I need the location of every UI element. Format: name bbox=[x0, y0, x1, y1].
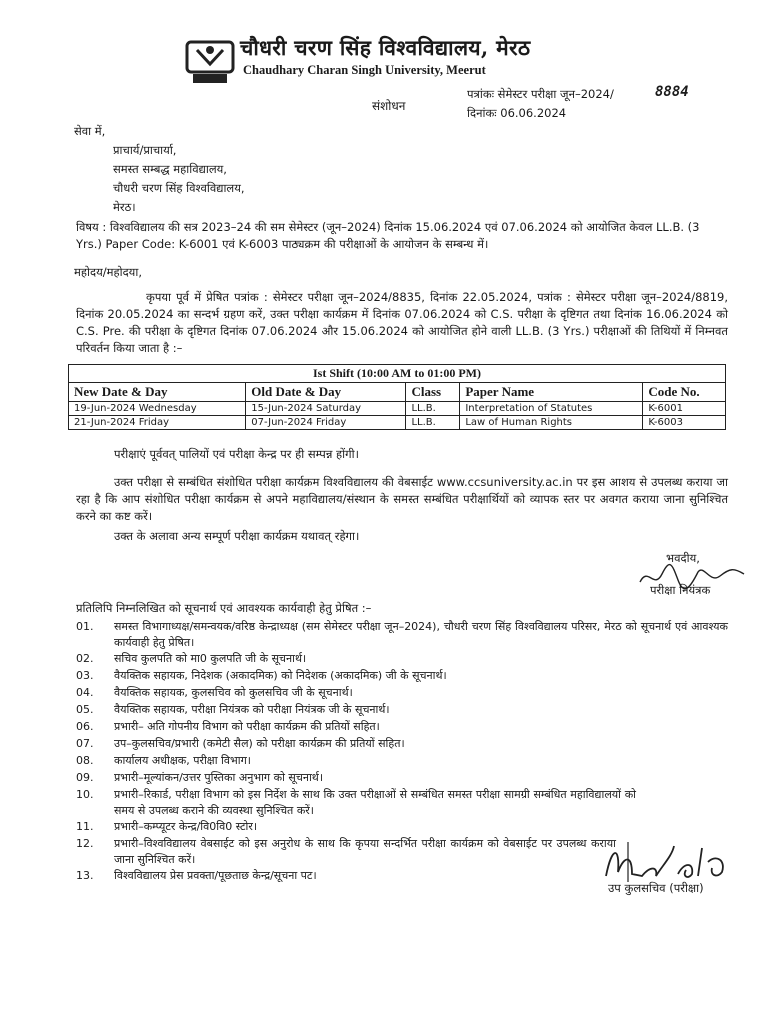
deputy-registrar-signature bbox=[598, 836, 738, 886]
list-item bbox=[76, 668, 728, 684]
list-text: समस्त विभागाध्यक्ष/समन्वयक/वरिष्ठ केन्द्राध्यक्ष (सम सेमेस्टर परीक्षा जून–2024), चौधरी चरण सिंह विश्वविद्यालय परिसर, मेरठ को सूचनार्थ एवं आवश्यक कार्यवाही हेतु प्रेषित। bbox=[114, 620, 728, 649]
address-line: चौधरी चरण सिंह विश्वविद्यालय, bbox=[113, 181, 245, 195]
list-item bbox=[76, 787, 636, 819]
exam-schedule-table bbox=[68, 364, 726, 430]
greeting: महोदय/महोदया, bbox=[74, 265, 142, 279]
table-cell: 15-Jun-2024 Saturday bbox=[246, 402, 406, 416]
list-item bbox=[76, 770, 728, 786]
list-text: प्रभारी–कम्प्यूटर केन्द्र/वि0वि0 स्टोर। bbox=[114, 820, 258, 833]
list-number: 08. bbox=[76, 754, 94, 767]
address-line: समस्त सम्बद्ध महाविद्यालय, bbox=[113, 162, 227, 176]
letter-date: दिनांकः 06.06.2024 bbox=[467, 106, 567, 120]
body-paragraph-reference: कृपया पूर्व में प्रेषित पत्रांक : सेमेस्टर परीक्षा जून–2024/8835, दिनांक 22.05.2024, पत्रांक : सेमेस्टर परीक्षा जून–2024/8819, दिनांक 20.05.2024 का सन्दर्भ ग्रहण करें, उक्त परीक्षा कार्यक्रम में दिनांक 07.06.2024 को C.S. परीक्षा के दृष्टिगत तथा दिनांक 16.06.2024 को C.S. Pre. की परीक्षा के दृष्टिगत दिनांक 07.06.2024 और 15.06.2024 को आयोजित होने वाली LL.B. (3 Yrs.) परीक्षाओं की तिथियों में निम्नवत परिवर्तन किया जाता है :– bbox=[76, 290, 728, 355]
list-item bbox=[76, 685, 728, 701]
table-cell: LL.B. bbox=[406, 402, 460, 416]
list-text: प्रभारी– अति गोपनीय विभाग को परीक्षा कार्यक्रम की प्रतियों सहित। bbox=[114, 720, 380, 733]
list-text: कार्यालय अधीक्षक, परीक्षा विभाग। bbox=[114, 754, 251, 767]
table-cell: 21-Jun-2024 Friday bbox=[69, 416, 246, 430]
list-number: 11. bbox=[76, 820, 94, 833]
list-text: प्रभारी–विश्वविद्यालय वेबसाईट को इस अनुरोध के साथ कि कृपया सन्दर्भित परीक्षा कार्यक्रम को वेबसाईट पर उपलब्ध कराया जाना सुनिश्चित करें। bbox=[114, 837, 616, 866]
list-text: वैयक्तिक सहायक, परीक्षा नियंत्रक को परीक्षा नियंत्रक जी के सूचनार्थ। bbox=[114, 703, 390, 716]
list-text: वैयक्तिक सहायक, निदेशक (अकादमिक) को निदेशक (अकादमिक) जी के सूचनार्थ। bbox=[114, 669, 447, 682]
list-text: सचिव कुलपति को मा0 कुलपति जी के सूचनार्थ। bbox=[114, 652, 307, 665]
table-cell: LL.B. bbox=[406, 416, 460, 430]
table-cell: K-6001 bbox=[643, 402, 726, 416]
list-text: विश्वविद्यालय प्रेस प्रवक्ता/पूछताछ केन्द्र/सूचना पट। bbox=[114, 869, 317, 882]
address-line: मेरठ। bbox=[113, 200, 136, 214]
list-number: 04. bbox=[76, 686, 94, 699]
table-cell: Law of Human Rights bbox=[460, 416, 643, 430]
table-row bbox=[69, 402, 726, 416]
list-item bbox=[76, 702, 728, 718]
university-name-hindi: चौधरी चरण सिंह विश्वविद्यालय, मेरठ bbox=[240, 35, 531, 60]
list-number: 06. bbox=[76, 720, 94, 733]
list-number: 03. bbox=[76, 669, 94, 682]
list-number: 02. bbox=[76, 652, 94, 665]
list-item bbox=[76, 619, 728, 651]
list-number: 13. bbox=[76, 869, 94, 882]
deputy-registrar-role: उप कुलसचिव (परीक्षा) bbox=[608, 881, 704, 895]
address-line: प्राचार्य/प्राचार्या, bbox=[113, 143, 177, 157]
list-item bbox=[76, 719, 728, 735]
list-item bbox=[76, 819, 728, 835]
list-number: 05. bbox=[76, 703, 94, 716]
reference-label: पत्रांकः सेमेस्टर परीक्षा जून–2024/ bbox=[467, 87, 614, 101]
list-text: प्रभारी–रिकार्ड, परीक्षा विभाग को इस निर्देश के साथ कि उक्त परीक्षाओं से सम्बंधित समस्त परीक्षा सामग्री सम्बंधित महाविद्यालयों को समय से उपलब्ध कराने की व्यवस्था सुनिश्चित करें। bbox=[114, 788, 636, 817]
column-header: Class bbox=[406, 383, 460, 402]
copy-to-heading: प्रतिलिपि निम्नलिखित को सूचनार्थ एवं आवश्यक कार्यवाही हेतु प्रेषित :– bbox=[76, 601, 372, 615]
university-logo bbox=[183, 36, 237, 88]
list-number: 12. bbox=[76, 837, 94, 850]
body-paragraph-venue: परीक्षाएं पूर्ववत् पालियों एवं परीक्षा केन्द्र पर ही सम्पन्न होंगी। bbox=[114, 447, 359, 461]
body-paragraph-website: उक्त परीक्षा से सम्बंधित संशोधित परीक्षा कार्यक्रम विश्वविद्यालय की वेबसाईट www.ccsuniversity.ac.in पर इस आशय से उपलब्ध कराया जा रहा है कि आप संशोधित परीक्षा कार्यक्रम से अपने महाविद्यालय/संस्थान के समस्त सम्बंधित परीक्षार्थियों को व्यापक स्तर पर अवगत कराया जाना सुनिश्चित करने का कष्ट करें। bbox=[76, 475, 728, 523]
shift-heading: Ist Shift (10:00 AM to 01:00 PM) bbox=[69, 365, 726, 383]
table-cell: Interpretation of Statutes bbox=[460, 402, 643, 416]
salutation-to: सेवा में, bbox=[74, 124, 106, 138]
table-header-row bbox=[69, 383, 726, 402]
column-header: Paper Name bbox=[460, 383, 643, 402]
list-item bbox=[76, 836, 616, 868]
column-header: New Date & Day bbox=[69, 383, 246, 402]
university-name-english: Chaudhary Charan Singh University, Meerut bbox=[243, 63, 486, 77]
list-text: वैयक्तिक सहायक, कुलसचिव को कुलसचिव जी के सूचनार्थ। bbox=[114, 686, 353, 699]
list-item bbox=[76, 736, 728, 752]
table-cell: 19-Jun-2024 Wednesday bbox=[69, 402, 246, 416]
list-text: उप–कुलसचिव/प्रभारी (कमेटी सैल) को परीक्षा कार्यक्रम की प्रतियों सहित। bbox=[114, 737, 405, 750]
column-header: Code No. bbox=[643, 383, 726, 402]
list-number: 07. bbox=[76, 737, 94, 750]
list-number: 09. bbox=[76, 771, 94, 784]
body-paragraph-unchanged: उक्त के अलावा अन्य सम्पूर्ण परीक्षा कार्यक्रम यथावत् रहेगा। bbox=[114, 529, 360, 543]
subject-line: विषय : विश्वविद्यालय की सत्र 2023–24 की सम सेमेस्टर (जून–2024) दिनांक 15.06.2024 एवं 07.06.2024 को आयोजित केवल LL.B. (3 Yrs.) Paper Code: K-6001 एवं K-6003 पाठ्यक्रम की परीक्षाओं के आयोजन के सम्बन्ध में। bbox=[76, 220, 700, 251]
list-item bbox=[76, 753, 728, 769]
table-cell: K-6003 bbox=[643, 416, 726, 430]
list-number: 01. bbox=[76, 620, 94, 633]
table-cell: 07-Jun-2024 Friday bbox=[246, 416, 406, 430]
list-number: 10. bbox=[76, 788, 94, 801]
list-item bbox=[76, 651, 728, 667]
table-row bbox=[69, 416, 726, 430]
reference-number: 8884 bbox=[655, 84, 689, 100]
list-text: प्रभारी–मूल्यांकन/उत्तर पुस्तिका अनुभाग को सूचनार्थ। bbox=[114, 771, 323, 784]
signatory-role: परीक्षा नियंत्रक bbox=[650, 583, 711, 597]
amendment-label: संशोधन bbox=[372, 99, 406, 113]
column-header: Old Date & Day bbox=[246, 383, 406, 402]
list-item bbox=[76, 868, 576, 884]
closing-bhavdiya: भवदीय, bbox=[666, 551, 700, 565]
